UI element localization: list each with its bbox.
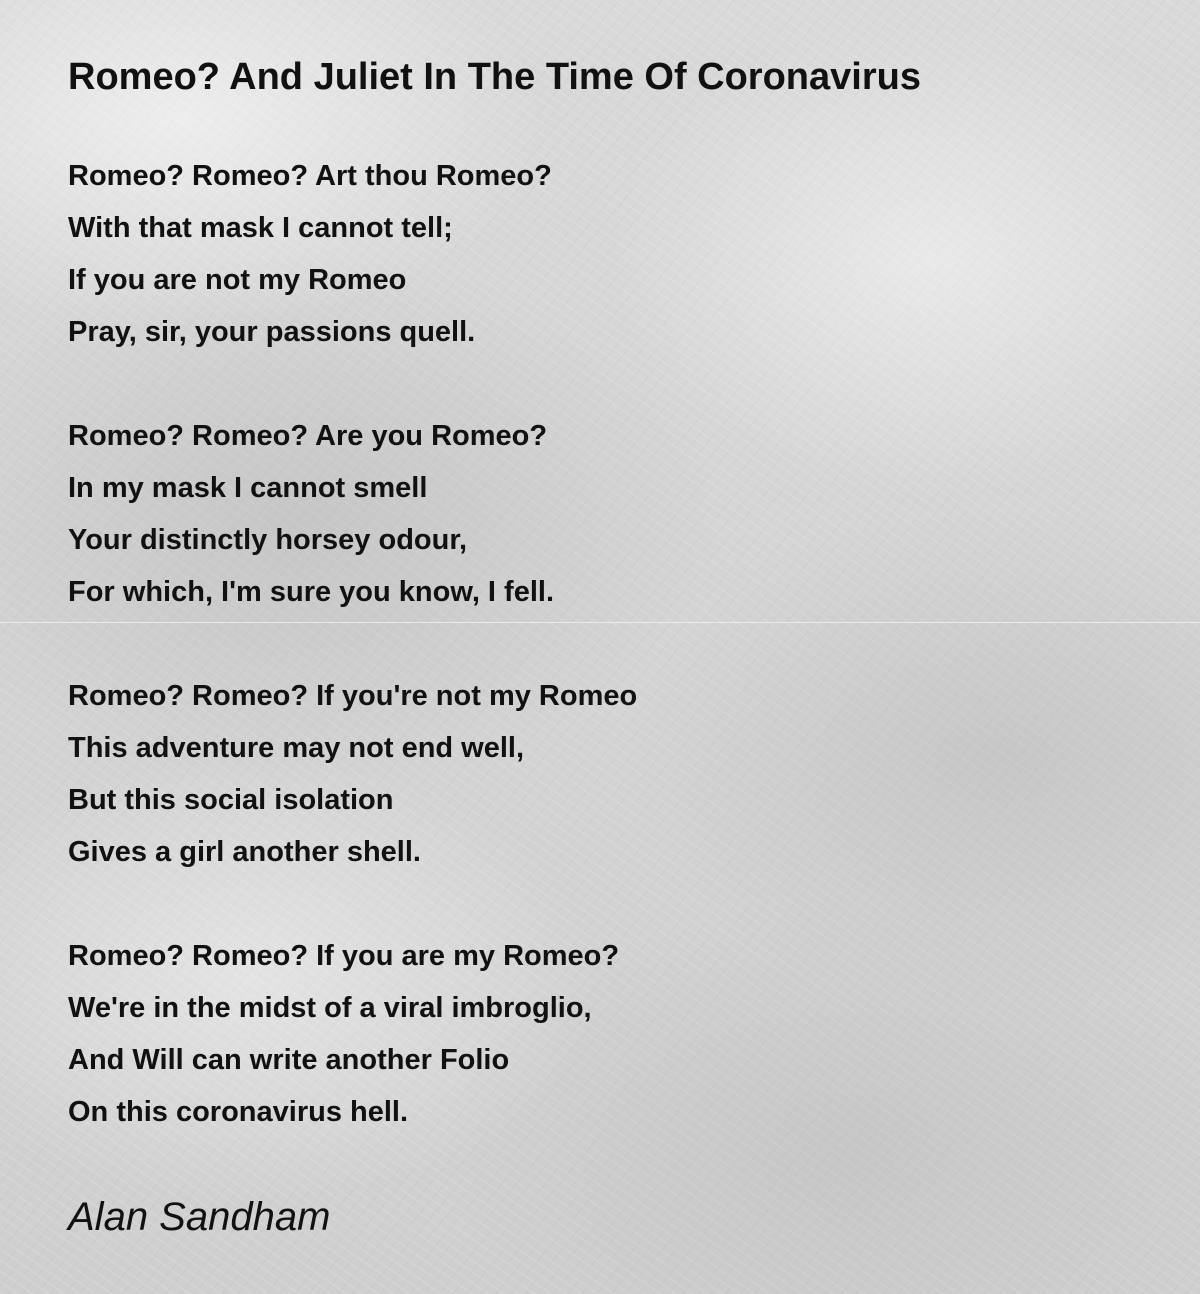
stanza-2 (68, 410, 1148, 618)
stanza-1 (68, 150, 1148, 358)
poem-line: On this coronavirus hell. (68, 1096, 409, 1128)
poem-line: We're in the midst of a viral imbroglio, (68, 992, 592, 1024)
poem-line: But this social isolation (68, 784, 394, 816)
poem-line: Your distinctly horsey odour, (68, 524, 468, 556)
poem-line: Romeo? Romeo? If you are my Romeo? (68, 940, 620, 972)
stanza-4 (68, 930, 1148, 1138)
poem-line: With that mask I cannot tell; (68, 212, 453, 244)
poem-line: Pray, sir, your passions quell. (68, 316, 476, 348)
poem-author: Alan Sandham (68, 1195, 331, 1239)
poem-line: In my mask I cannot smell (68, 472, 428, 504)
poem-line: Gives a girl another shell. (68, 836, 421, 868)
stanza-3 (68, 670, 1148, 878)
poem-line: Romeo? Romeo? Are you Romeo? (68, 420, 548, 452)
poem-line: For which, I'm sure you know, I fell. (68, 576, 555, 608)
poem-line: If you are not my Romeo (68, 264, 407, 296)
poem-line: And Will can write another Folio (68, 1044, 510, 1076)
poem-title: Romeo? And Juliet In The Time Of Coronavirus (68, 56, 921, 98)
poem-line: Romeo? Romeo? Art thou Romeo? (68, 160, 552, 192)
poem-line: Romeo? Romeo? If you're not my Romeo (68, 680, 638, 712)
poem-line: This adventure may not end well, (68, 732, 525, 764)
poem-body (68, 150, 1148, 1190)
